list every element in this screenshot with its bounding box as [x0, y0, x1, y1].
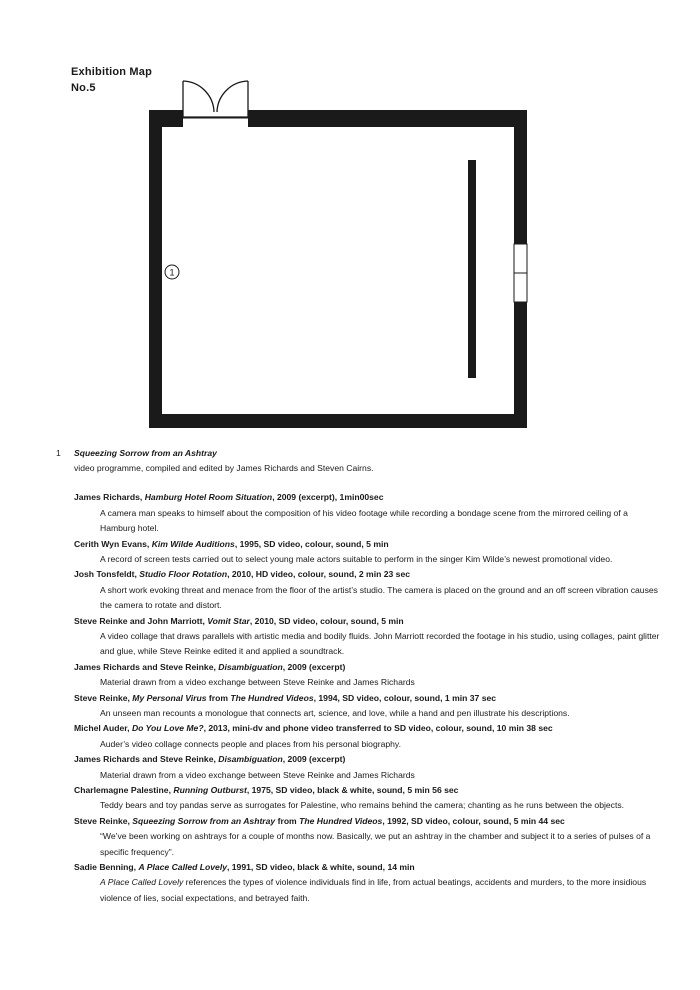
work-heading [74, 490, 666, 505]
title-line-2: No.5 [71, 82, 96, 94]
work-heading-ital: Studio Floor Rotation [139, 569, 228, 580]
work-heading-ital: Disambiguation [218, 661, 283, 672]
work-heading-pre: Steve Reinke, [74, 816, 133, 827]
work-heading [74, 721, 666, 736]
right-wall-lower [514, 302, 527, 428]
work-description [74, 875, 666, 905]
work-heading-ital2: The Hundred Videos [299, 816, 383, 827]
work-description-text: An unseen man recounts a monologue that connects art, science, and love, while a hand and pen illustrate his descriptions. [100, 707, 570, 718]
work-item [74, 660, 666, 690]
work-heading-ital: Hamburg Hotel Room Situation [144, 492, 273, 503]
title-line-1: Exhibition Map [71, 66, 153, 78]
work-item [74, 691, 666, 721]
work-heading-post: , 1994, SD video, colour, sound, 1 min 37 sec [313, 692, 497, 703]
work-heading [74, 752, 666, 767]
programme-number: 1 [56, 448, 61, 458]
work-heading-post: , 1992, SD video, colour, sound, 5 min 44 sec [382, 816, 565, 827]
work-description-text: A camera man speaks to himself about the composition of his video footage while recording a bondage scene from the mirrored ceiling of a Hamburg hotel. [100, 507, 628, 533]
work-heading-pre: Sadie Benning, [74, 862, 139, 873]
work-heading-pre: Steve Reinke, [74, 692, 133, 703]
work-description [74, 629, 666, 659]
work-heading-ital: Squeezing Sorrow from an Ashtray [132, 816, 276, 827]
work-heading-post: , 1975, SD video, black & white, sound, 5 min 56 sec [246, 785, 459, 796]
work-heading-mid: from [206, 692, 231, 703]
work-description-title: A Place Called Lovely [100, 877, 184, 888]
work-item [74, 860, 666, 906]
work-item [74, 783, 666, 813]
right-wall-upper [514, 110, 527, 244]
work-description-text: references the types of violence individuals find in life, from actual beatings, accidents and murders, to the more insidious violence of lies, social expectations, and betrayed faith. [100, 877, 647, 903]
work-heading [74, 537, 666, 552]
work-heading-post: , 2009 (excerpt) [282, 661, 346, 672]
work-description [74, 737, 666, 752]
work-heading-post: , 2013, mini-dv and phone video transferred to SD video, colour, sound, 10 min 38 sec [203, 723, 553, 734]
bottom-wall [149, 414, 527, 428]
work-heading-mid: from [275, 816, 300, 827]
work-heading-ital: A Place Called Lovely [138, 862, 227, 873]
programme-list [56, 446, 666, 906]
work-item [74, 614, 666, 660]
floor-plan [0, 0, 700, 430]
work-item [74, 814, 666, 860]
work-heading-post: , 1991, SD video, black & white, sound, 14 min [227, 862, 415, 873]
work-description [74, 829, 666, 859]
marker-label: 1 [169, 267, 175, 278]
work-heading-pre: James Richards and Steve Reinke, [74, 661, 219, 672]
work-heading [74, 814, 666, 829]
work-heading-ital: Do You Love Me? [131, 723, 204, 734]
work-heading [74, 783, 666, 798]
work-heading [74, 567, 666, 582]
work-description [74, 552, 666, 567]
work-heading-ital: Kim Wilde Auditions [151, 538, 235, 549]
programme-subtitle: video programme, compiled and edited by James Richards and Steven Cairns. [74, 463, 374, 474]
work-description [74, 583, 666, 613]
work-description [74, 706, 666, 721]
location-marker-1 [165, 265, 179, 279]
work-item [74, 537, 666, 567]
work-heading [74, 660, 666, 675]
left-wall [149, 110, 162, 428]
work-heading [74, 860, 666, 875]
work-description-text: Material drawn from a video exchange between Steve Reinke and James Richards [100, 676, 415, 687]
work-heading-pre: Josh Tonsfeldt, [74, 569, 140, 580]
programme-header [56, 446, 666, 476]
work-description [74, 506, 666, 536]
work-description [74, 798, 666, 813]
work-heading-pre: Charlemagne Palestine, [74, 785, 174, 796]
programme-title: Squeezing Sorrow from an Ashtray [74, 448, 217, 458]
work-description-text: A short work evoking threat and menace from the floor of the artist’s studio. The camera is placed on the ground and an off screen vibration causes the camera to rotate and distort. [100, 584, 658, 610]
work-description [74, 675, 666, 690]
work-heading [74, 614, 666, 629]
work-heading-post: , 1995, SD video, colour, sound, 5 min [234, 538, 389, 549]
work-item [74, 752, 666, 782]
work-item [74, 721, 666, 751]
work-description-text: Auder’s video collage connects people and places from his personal biography. [100, 738, 401, 749]
work-item [74, 567, 666, 613]
work-heading-post: , 2010, SD video, colour, sound, 5 min [249, 615, 404, 626]
work-heading-ital: Disambiguation [218, 754, 283, 765]
work-heading-pre: Steve Reinke and John Marriott, [74, 615, 208, 626]
window [514, 244, 527, 302]
work-description [74, 768, 666, 783]
work-description-text: Material drawn from a video exchange between Steve Reinke and James Richards [100, 769, 415, 780]
work-heading-post: , 2009 (excerpt) [282, 754, 346, 765]
work-description-text: “We’ve been working on ashtrays for a couple of months now. Basically, we put an ashtray in the chamber and subject it to a series of pulses of a specific frequency”. [100, 831, 651, 857]
work-heading-post: , 2010, HD video, colour, sound, 2 min 23 sec [227, 569, 411, 580]
double-door [183, 81, 248, 117]
works-list [56, 490, 666, 905]
work-description-text: A video collage that draws parallels with artistic media and bodily fluids. John Marriott recorded the footage in his studio, using collages, paint glitter and glue, while Steve Reinke edited it and applied a soundtrack. [100, 630, 660, 656]
work-heading-pre: James Richards, [74, 492, 145, 503]
work-heading-ital: Vomit Star [207, 615, 250, 626]
work-heading [74, 691, 666, 706]
partition-wall [468, 160, 476, 378]
work-heading-ital2: The Hundred Videos [230, 692, 314, 703]
work-heading-pre: James Richards and Steve Reinke, [74, 754, 219, 765]
work-description-text: A record of screen tests carried out to select young male actors suitable to perform in the singer Kim Wilde’s newest promotional video. [100, 553, 613, 564]
top-wall-right [248, 110, 527, 127]
work-heading-ital: My Personal Virus [132, 692, 207, 703]
work-heading-pre: Cerith Wyn Evans, [74, 538, 152, 549]
work-item [74, 490, 666, 536]
work-heading-post: , 2009 (excerpt), 1min00sec [272, 492, 384, 503]
work-heading-ital: Running Outburst [173, 785, 247, 796]
work-description-text: Teddy bears and toy pandas serve as surrogates for Palestine, who remains behind the camera; chanting as he runs between the objects. [100, 800, 625, 811]
work-heading-pre: Michel Auder, [74, 723, 132, 734]
